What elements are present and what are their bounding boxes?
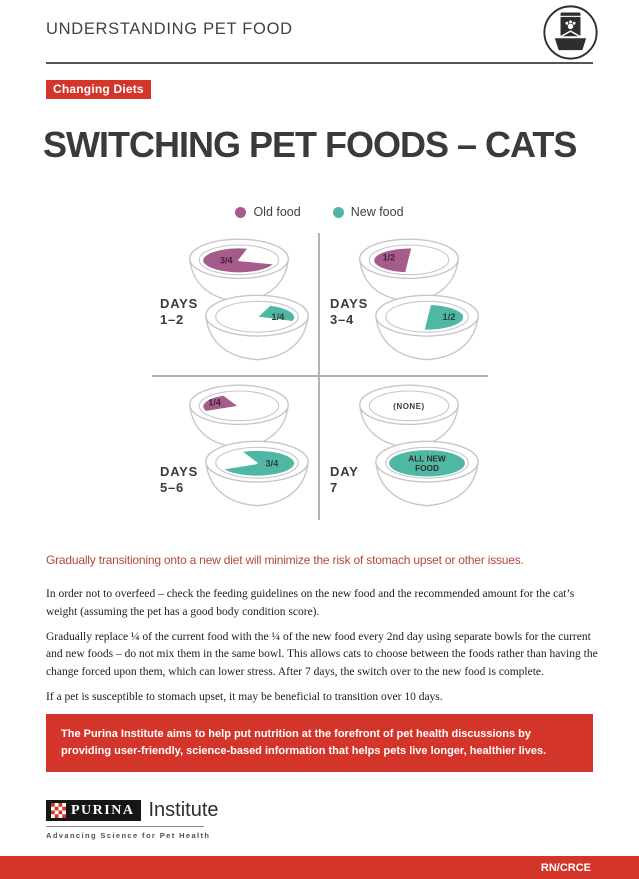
pet-food-bag-bowl-icon xyxy=(542,4,599,61)
svg-text:FOOD: FOOD xyxy=(415,464,439,473)
svg-text:1/4: 1/4 xyxy=(271,312,285,323)
bowl-new-food xyxy=(372,292,482,369)
paragraph: Gradually replace ¼ of the current food with the ¼ of the new food every 2nd day using separate bowls for the current and new foods – do not mix them in the same bowl. This allows cats to choose between the foods rather than having the change forced upon them, which can lower stress. After 7 days, the switch over to the new food is complete. xyxy=(46,630,598,679)
day-label xyxy=(330,464,359,495)
svg-text:(NONE): (NONE) xyxy=(393,402,425,412)
paragraph: In order not to overfeed – check the feeding guidelines on the new food and the recommended amount for the cat’s weight (assuming the pet has a good body condition score). xyxy=(46,588,575,618)
svg-text:1/4: 1/4 xyxy=(208,397,221,408)
body-text xyxy=(46,586,606,714)
document-title: UNDERSTANDING PET FOOD xyxy=(46,20,293,38)
quadrant-day-7 xyxy=(320,376,490,522)
day-range: 5–6 xyxy=(160,479,185,495)
bowl-new-food xyxy=(202,438,312,515)
day-range: 7 xyxy=(330,479,339,495)
new-food-dot xyxy=(333,207,344,218)
quadrant-day-3–4 xyxy=(320,230,490,376)
legend xyxy=(0,205,639,219)
transition-schedule-diagram xyxy=(150,230,490,522)
svg-text:ALL NEW: ALL NEW xyxy=(408,454,446,464)
purina-wordmark-box xyxy=(46,800,141,821)
svg-text:1/2: 1/2 xyxy=(442,312,456,323)
day-word: DAYS xyxy=(160,296,199,311)
document-code: RN/CRCE xyxy=(540,861,591,874)
institute-label: Institute xyxy=(148,799,219,821)
day-range: 1–2 xyxy=(160,311,185,327)
old-food-dot xyxy=(235,207,246,218)
legend-item-new-food xyxy=(333,205,404,219)
page-title: SWITCHING PET FOODS – CATS xyxy=(43,124,577,165)
header-divider xyxy=(46,62,593,64)
quadrant-day-1–2 xyxy=(150,230,320,376)
checkerboard-icon xyxy=(51,803,66,818)
purina-institute-logo xyxy=(46,799,219,840)
svg-text:3/4: 3/4 xyxy=(265,458,279,469)
day-word: DAYS xyxy=(330,296,369,311)
legend-label: New food xyxy=(350,205,404,219)
svg-text:3/4: 3/4 xyxy=(220,255,233,266)
day-range: 3–4 xyxy=(330,311,355,327)
day-word: DAYS xyxy=(160,464,199,479)
day-word: DAY xyxy=(330,464,359,479)
bottom-bar xyxy=(0,856,639,879)
day-label xyxy=(160,464,198,495)
logo-divider xyxy=(46,826,204,827)
highlight-sentence: Gradually transitioning onto a new diet will minimize the risk of stomach upset or other issues. xyxy=(46,553,524,567)
bowl-new-food xyxy=(372,438,482,515)
paragraph: If a pet is susceptible to stomach upset, it may be beneficial to transition over 10 days. xyxy=(46,691,443,704)
bowl-new-food xyxy=(202,292,312,369)
legend-item-old-food xyxy=(235,205,300,219)
quadrant-day-5–6 xyxy=(150,376,320,522)
svg-text:1/2: 1/2 xyxy=(382,252,396,263)
legend-label: Old food xyxy=(253,205,301,219)
changing-diets-badge: Changing Diets xyxy=(46,80,151,99)
logo-tagline: Advancing Science for Pet Health xyxy=(46,831,211,840)
purina-institute-callout: The Purina Institute aims to help put nutrition at the forefront of pet health discussions by providing user-friendly, science-based information that helps pets live longer, healthier lives. xyxy=(46,714,593,772)
purina-wordmark: PURINA xyxy=(71,802,135,818)
